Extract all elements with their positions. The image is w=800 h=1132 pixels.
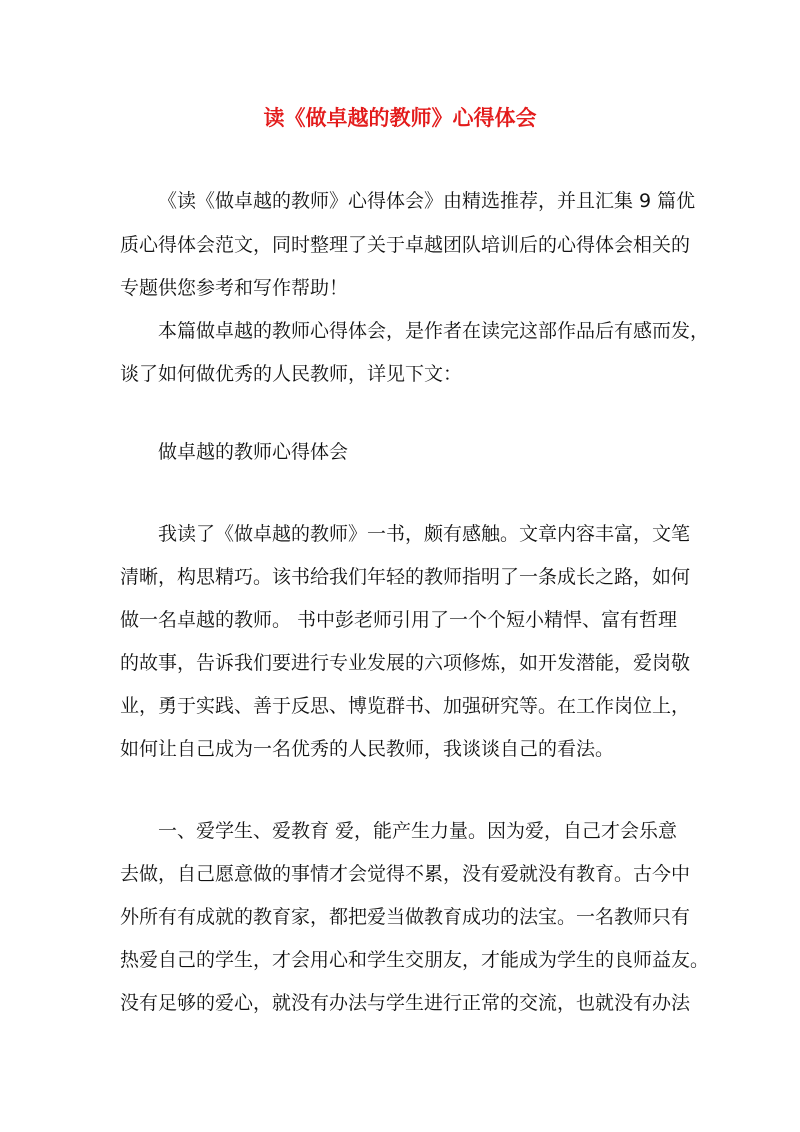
point-one-line-2: 去做，自己愿意做的事情才会觉得不累，没有爱就没有教育。古今中 bbox=[120, 863, 691, 885]
summary-line-1: 本篇做卓越的教师心得体会，是作者在读完这部作品后有感而发， bbox=[158, 320, 710, 342]
body-line-4: 的故事，告诉我们要进行专业发展的六项修炼，如开发潜能，爱岗敬 bbox=[120, 652, 691, 674]
body-line-5: 业，勇于实践、善于反思、博览群书、加强研究等。在工作岗位上， bbox=[120, 695, 691, 717]
section-heading: 做卓越的教师心得体会 bbox=[158, 441, 349, 463]
intro-line-1: 《读《做卓越的教师》心得体会》由精选推荐，并且汇集 9 篇优 bbox=[158, 190, 696, 212]
document-title: 读《做卓越的教师》心得体会 bbox=[263, 106, 537, 130]
point-one-line-4: 热爱自己的学生，才会用心和学生交朋友，才能成为学生的良师益友。 bbox=[120, 949, 710, 971]
intro-line-2: 质心得体会范文，同时整理了关于卓越团队培训后的心得体会相关的 bbox=[120, 234, 691, 256]
intro-line-3: 专题供您参考和写作帮助！ bbox=[120, 277, 349, 299]
body-line-3: 做一名卓越的教师。 书中彭老师引用了一个个短小精悍、富有哲理 bbox=[120, 609, 678, 631]
body-line-1: 我读了《做卓越的教师》一书，颇有感触。文章内容丰富，文笔 bbox=[158, 523, 691, 545]
body-line-6: 如何让自己成为一名优秀的人民教师，我谈谈自己的看法。 bbox=[120, 738, 615, 760]
point-one-line-5: 没有足够的爱心，就没有办法与学生进行正常的交流，也就没有办法 bbox=[120, 992, 691, 1014]
point-one-line-1: 一、爱学生、爱教育 爱，能产生力量。因为爱，自己才会乐意 bbox=[158, 820, 678, 842]
point-one-line-3: 外所有有成就的教育家，都把爱当做教育成功的法宝。一名教师只有 bbox=[120, 906, 691, 928]
body-line-2: 清晰，构思精巧。该书给我们年轻的教师指明了一条成长之路，如何 bbox=[120, 566, 691, 588]
summary-line-2: 谈了如何做优秀的人民教师，详见下文： bbox=[120, 363, 463, 385]
